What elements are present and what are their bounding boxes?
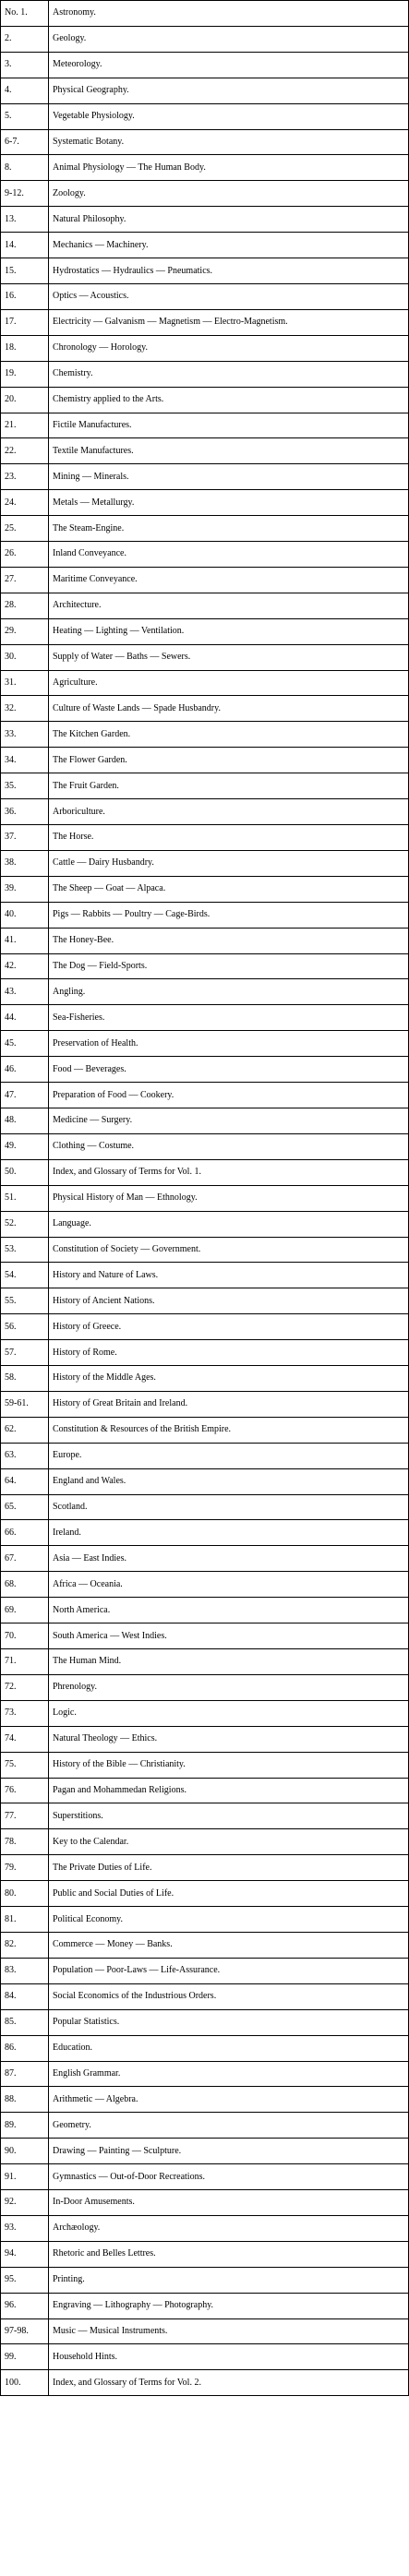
entry-title: Chronology — Horology.: [49, 335, 409, 361]
entry-number: 22.: [1, 438, 49, 464]
entry-number: 80.: [1, 1881, 49, 1907]
entry-number: 27.: [1, 567, 49, 593]
entry-title: Ireland.: [49, 1520, 409, 1546]
entry-title: Drawing — Painting — Sculpture.: [49, 2139, 409, 2164]
entry-number: 48.: [1, 1108, 49, 1133]
entry-number: 21.: [1, 413, 49, 438]
entry-title: Culture of Waste Lands — Spade Husbandry.: [49, 696, 409, 722]
entry-title: Vegetable Physiology.: [49, 103, 409, 129]
entry-number: 42.: [1, 953, 49, 979]
entry-number: 29.: [1, 618, 49, 644]
table-row: [1, 1752, 409, 1778]
entry-number: 68.: [1, 1572, 49, 1598]
entry-title: Mining — Minerals.: [49, 464, 409, 490]
table-row: [1, 618, 409, 644]
table-row: [1, 2267, 409, 2293]
entry-number: 39.: [1, 876, 49, 902]
entry-title: Clothing — Costume.: [49, 1133, 409, 1159]
table-row: [1, 103, 409, 129]
entry-title: Sea-Fisheries.: [49, 1005, 409, 1031]
entry-title: Optics — Acoustics.: [49, 283, 409, 309]
entry-title: Archæology.: [49, 2215, 409, 2241]
entry-number: 57.: [1, 1340, 49, 1366]
entry-number: 52.: [1, 1211, 49, 1237]
entry-number: 70.: [1, 1623, 49, 1649]
entry-number: 85.: [1, 2009, 49, 2035]
entry-title: Physical Geography.: [49, 78, 409, 103]
entry-title: Chemistry applied to the Arts.: [49, 387, 409, 413]
table-row: [1, 1598, 409, 1623]
table-row: [1, 2087, 409, 2113]
entry-title: England and Wales.: [49, 1468, 409, 1494]
entry-number: 49.: [1, 1133, 49, 1159]
table-row: [1, 1494, 409, 1520]
entry-title: History of Rome.: [49, 1340, 409, 1366]
entry-title: Phrenology.: [49, 1674, 409, 1700]
entry-title: Europe.: [49, 1443, 409, 1468]
table-row: [1, 335, 409, 361]
table-row: [1, 181, 409, 207]
entry-number: 59-61.: [1, 1391, 49, 1417]
entry-title: Zoology.: [49, 181, 409, 207]
table-row: [1, 850, 409, 876]
table-row: [1, 2241, 409, 2267]
entry-title: Popular Statistics.: [49, 2009, 409, 2035]
table-row: [1, 1700, 409, 1726]
table-row: [1, 567, 409, 593]
entry-title: Electricity — Galvanism — Magnetism — Electro-Magnetism.: [49, 309, 409, 335]
entry-number: 62.: [1, 1417, 49, 1443]
table-row: [1, 1288, 409, 1314]
table-row: [1, 1572, 409, 1598]
entry-title: Index, and Glossary of Terms for Vol. 2.: [49, 2370, 409, 2396]
entry-number: 77.: [1, 1803, 49, 1829]
entry-number: 47.: [1, 1083, 49, 1108]
entry-title: Physical History of Man — Ethnology.: [49, 1185, 409, 1211]
table-row: [1, 1546, 409, 1572]
entry-title: Index, and Glossary of Terms for Vol. 1.: [49, 1159, 409, 1185]
entry-title: Chemistry.: [49, 361, 409, 387]
table-row: [1, 542, 409, 568]
table-row: [1, 2293, 409, 2318]
entry-number: 34.: [1, 748, 49, 773]
entry-title: Superstitions.: [49, 1803, 409, 1829]
table-row: [1, 825, 409, 851]
entry-number: 4.: [1, 78, 49, 103]
entry-number: 33.: [1, 722, 49, 748]
entry-number: 64.: [1, 1468, 49, 1494]
entry-title: Animal Physiology — The Human Body.: [49, 155, 409, 181]
entry-number: 74.: [1, 1726, 49, 1752]
entry-title: Hydrostatics — Hydraulics — Pneumatics.: [49, 258, 409, 284]
table-row: [1, 1881, 409, 1907]
entry-number: 78.: [1, 1829, 49, 1855]
entry-title: Household Hints.: [49, 2344, 409, 2370]
table-row: [1, 2190, 409, 2216]
contents-table-body: [1, 1, 409, 2396]
entry-number: No. 1.: [1, 1, 49, 27]
entry-number: 30.: [1, 644, 49, 670]
table-row: [1, 1083, 409, 1108]
entry-number: 41.: [1, 928, 49, 953]
entry-title: Systematic Botany.: [49, 129, 409, 155]
entry-number: 53.: [1, 1237, 49, 1263]
entry-title: The Fruit Garden.: [49, 773, 409, 799]
table-row: [1, 2113, 409, 2139]
table-row: [1, 2370, 409, 2396]
entry-number: 79.: [1, 1855, 49, 1881]
entry-title: Inland Conveyance.: [49, 542, 409, 568]
entry-number: 17.: [1, 309, 49, 335]
entry-number: 96.: [1, 2293, 49, 2318]
table-row: [1, 1057, 409, 1083]
table-row: [1, 207, 409, 233]
entry-number: 13.: [1, 207, 49, 233]
entry-number: 31.: [1, 670, 49, 696]
entry-number: 72.: [1, 1674, 49, 1700]
entry-title: Logic.: [49, 1700, 409, 1726]
entry-number: 92.: [1, 2190, 49, 2216]
table-row: [1, 696, 409, 722]
entry-number: 100.: [1, 2370, 49, 2396]
entry-title: History and Nature of Laws.: [49, 1263, 409, 1288]
entry-title: Meteorology.: [49, 52, 409, 78]
entry-title: The Private Duties of Life.: [49, 1855, 409, 1881]
table-row: [1, 876, 409, 902]
entry-number: 16.: [1, 283, 49, 309]
table-row: [1, 26, 409, 52]
table-row: [1, 2061, 409, 2087]
entry-title: History of the Bible — Christianity.: [49, 1752, 409, 1778]
table-row: [1, 2009, 409, 2035]
table-row: [1, 1726, 409, 1752]
entry-number: 69.: [1, 1598, 49, 1623]
table-row: [1, 773, 409, 799]
entry-title: Arboriculture.: [49, 799, 409, 825]
entry-title: Africa — Oceania.: [49, 1572, 409, 1598]
entry-title: Mechanics — Machinery.: [49, 233, 409, 258]
table-row: [1, 2318, 409, 2344]
table-row: [1, 387, 409, 413]
table-row: [1, 1417, 409, 1443]
entry-title: Medicine — Surgery.: [49, 1108, 409, 1133]
table-row: [1, 516, 409, 542]
table-row: [1, 1031, 409, 1057]
entry-number: 67.: [1, 1546, 49, 1572]
table-row: [1, 1185, 409, 1211]
table-row: [1, 1829, 409, 1855]
entry-title: Gymnastics — Out-of-Door Recreations.: [49, 2164, 409, 2190]
entry-number: 25.: [1, 516, 49, 542]
table-row: [1, 309, 409, 335]
table-row: [1, 490, 409, 516]
entry-title: History of Greece.: [49, 1314, 409, 1340]
entry-title: Pigs — Rabbits — Poultry — Cage-Birds.: [49, 902, 409, 928]
table-row: [1, 593, 409, 618]
entry-title: Education.: [49, 2035, 409, 2061]
entry-number: 94.: [1, 2241, 49, 2267]
entry-title: History of Ancient Nations.: [49, 1288, 409, 1314]
entry-title: Asia — East Indies.: [49, 1546, 409, 1572]
entry-number: 5.: [1, 103, 49, 129]
entry-title: Angling.: [49, 979, 409, 1005]
table-row: [1, 1468, 409, 1494]
entry-number: 35.: [1, 773, 49, 799]
entry-title: Textile Manufactures.: [49, 438, 409, 464]
entry-number: 45.: [1, 1031, 49, 1057]
entry-title: Architecture.: [49, 593, 409, 618]
entry-number: 23.: [1, 464, 49, 490]
entry-title: Social Economics of the Industrious Orders.: [49, 1983, 409, 2009]
entry-number: 56.: [1, 1314, 49, 1340]
entry-title: Key to the Calendar.: [49, 1829, 409, 1855]
entry-title: The Horse.: [49, 825, 409, 851]
entry-number: 43.: [1, 979, 49, 1005]
table-row: [1, 78, 409, 103]
entry-number: 2.: [1, 26, 49, 52]
entry-title: Constitution & Resources of the British Empire.: [49, 1417, 409, 1443]
entry-title: Constitution of Society — Government.: [49, 1237, 409, 1263]
entry-number: 71.: [1, 1649, 49, 1675]
entry-number: 99.: [1, 2344, 49, 2370]
entry-title: Arithmetic — Algebra.: [49, 2087, 409, 2113]
entry-number: 6-7.: [1, 129, 49, 155]
entry-number: 44.: [1, 1005, 49, 1031]
entry-title: Astronomy.: [49, 1, 409, 27]
entry-number: 75.: [1, 1752, 49, 1778]
table-row: [1, 233, 409, 258]
entry-title: Scotland.: [49, 1494, 409, 1520]
entry-title: Political Economy.: [49, 1907, 409, 1933]
entry-title: The Dog — Field-Sports.: [49, 953, 409, 979]
entry-number: 9-12.: [1, 181, 49, 207]
table-row: [1, 1314, 409, 1340]
table-row: [1, 283, 409, 309]
entry-title: Population — Poor-Laws — Life-Assurance.: [49, 1958, 409, 1983]
table-row: [1, 1340, 409, 1366]
table-row: [1, 1932, 409, 1958]
entry-number: 90.: [1, 2139, 49, 2164]
entry-title: Cattle — Dairy Husbandry.: [49, 850, 409, 876]
entry-title: The Kitchen Garden.: [49, 722, 409, 748]
table-row: [1, 1108, 409, 1133]
entry-title: Natural Theology — Ethics.: [49, 1726, 409, 1752]
entry-number: 51.: [1, 1185, 49, 1211]
entry-title: Natural Philosophy.: [49, 207, 409, 233]
table-row: [1, 1674, 409, 1700]
table-row: [1, 2164, 409, 2190]
entry-title: Agriculture.: [49, 670, 409, 696]
table-row: [1, 1443, 409, 1468]
entry-title: South America — West Indies.: [49, 1623, 409, 1649]
entry-number: 89.: [1, 2113, 49, 2139]
entry-title: In-Door Amusements.: [49, 2190, 409, 2216]
entry-number: 54.: [1, 1263, 49, 1288]
table-row: [1, 1391, 409, 1417]
table-row: [1, 2344, 409, 2370]
table-row: [1, 413, 409, 438]
entry-title: Preservation of Health.: [49, 1031, 409, 1057]
entry-title: Language.: [49, 1211, 409, 1237]
entry-number: 73.: [1, 1700, 49, 1726]
entry-number: 82.: [1, 1932, 49, 1958]
table-row: [1, 361, 409, 387]
entry-number: 3.: [1, 52, 49, 78]
table-row: [1, 1855, 409, 1881]
entry-title: The Human Mind.: [49, 1649, 409, 1675]
table-row: [1, 1983, 409, 2009]
entry-number: 28.: [1, 593, 49, 618]
entry-number: 66.: [1, 1520, 49, 1546]
table-row: [1, 155, 409, 181]
entry-title: Rhetoric and Belles Lettres.: [49, 2241, 409, 2267]
table-row: [1, 1803, 409, 1829]
entry-number: 95.: [1, 2267, 49, 2293]
entry-title: North America.: [49, 1598, 409, 1623]
table-row: [1, 644, 409, 670]
entry-number: 14.: [1, 233, 49, 258]
entry-number: 26.: [1, 542, 49, 568]
table-row: [1, 1366, 409, 1392]
table-row: [1, 438, 409, 464]
entry-title: Maritime Conveyance.: [49, 567, 409, 593]
entry-title: Metals — Metallurgy.: [49, 490, 409, 516]
entry-title: History of Great Britain and Ireland.: [49, 1391, 409, 1417]
entry-title: Printing.: [49, 2267, 409, 2293]
entry-title: Preparation of Food — Cookery.: [49, 1083, 409, 1108]
entry-number: 81.: [1, 1907, 49, 1933]
table-row: [1, 1263, 409, 1288]
entry-number: 18.: [1, 335, 49, 361]
table-row: [1, 52, 409, 78]
table-row: [1, 722, 409, 748]
table-row: [1, 2035, 409, 2061]
table-row: [1, 670, 409, 696]
entry-title: History of the Middle Ages.: [49, 1366, 409, 1392]
entry-title: The Honey-Bee.: [49, 928, 409, 953]
table-row: [1, 979, 409, 1005]
entry-title: Fictile Manufactures.: [49, 413, 409, 438]
entry-number: 86.: [1, 2035, 49, 2061]
entry-number: 38.: [1, 850, 49, 876]
entry-number: 55.: [1, 1288, 49, 1314]
table-row: [1, 1005, 409, 1031]
table-row: [1, 1159, 409, 1185]
entry-title: The Sheep — Goat — Alpaca.: [49, 876, 409, 902]
entry-number: 76.: [1, 1778, 49, 1803]
entry-number: 84.: [1, 1983, 49, 2009]
table-row: [1, 2215, 409, 2241]
entry-number: 93.: [1, 2215, 49, 2241]
entry-title: Geology.: [49, 26, 409, 52]
entry-number: 83.: [1, 1958, 49, 1983]
entry-number: 24.: [1, 490, 49, 516]
table-row: [1, 953, 409, 979]
table-row: [1, 1, 409, 27]
entry-number: 58.: [1, 1366, 49, 1392]
entry-number: 50.: [1, 1159, 49, 1185]
entry-title: Public and Social Duties of Life.: [49, 1881, 409, 1907]
table-row: [1, 2139, 409, 2164]
entry-title: Food — Beverages.: [49, 1057, 409, 1083]
entry-title: Pagan and Mohammedan Religions.: [49, 1778, 409, 1803]
entry-number: 63.: [1, 1443, 49, 1468]
entry-number: 20.: [1, 387, 49, 413]
entry-title: The Flower Garden.: [49, 748, 409, 773]
table-row: [1, 1649, 409, 1675]
entry-title: Heating — Lighting — Ventilation.: [49, 618, 409, 644]
table-row: [1, 464, 409, 490]
table-row: [1, 1623, 409, 1649]
entry-number: 65.: [1, 1494, 49, 1520]
table-row: [1, 928, 409, 953]
entry-title: Commerce — Money — Banks.: [49, 1932, 409, 1958]
entry-title: Supply of Water — Baths — Sewers.: [49, 644, 409, 670]
entry-number: 88.: [1, 2087, 49, 2113]
table-row: [1, 1958, 409, 1983]
entry-number: 32.: [1, 696, 49, 722]
table-row: [1, 1211, 409, 1237]
table-row: [1, 258, 409, 284]
table-row: [1, 799, 409, 825]
entry-number: 36.: [1, 799, 49, 825]
entry-title: Engraving — Lithography — Photography.: [49, 2293, 409, 2318]
entry-number: 40.: [1, 902, 49, 928]
table-row: [1, 1907, 409, 1933]
entry-number: 15.: [1, 258, 49, 284]
table-row: [1, 902, 409, 928]
entry-number: 8.: [1, 155, 49, 181]
table-row: [1, 1237, 409, 1263]
table-row: [1, 1520, 409, 1546]
entry-title: The Steam-Engine.: [49, 516, 409, 542]
entry-number: 37.: [1, 825, 49, 851]
table-row: [1, 129, 409, 155]
entry-number: 97-98.: [1, 2318, 49, 2344]
entry-title: Music — Musical Instruments.: [49, 2318, 409, 2344]
table-row: [1, 1778, 409, 1803]
table-row: [1, 1133, 409, 1159]
entry-title: Geometry.: [49, 2113, 409, 2139]
entry-title: English Grammar.: [49, 2061, 409, 2087]
entry-number: 19.: [1, 361, 49, 387]
entry-number: 46.: [1, 1057, 49, 1083]
table-row: [1, 748, 409, 773]
entry-number: 87.: [1, 2061, 49, 2087]
entry-number: 91.: [1, 2164, 49, 2190]
